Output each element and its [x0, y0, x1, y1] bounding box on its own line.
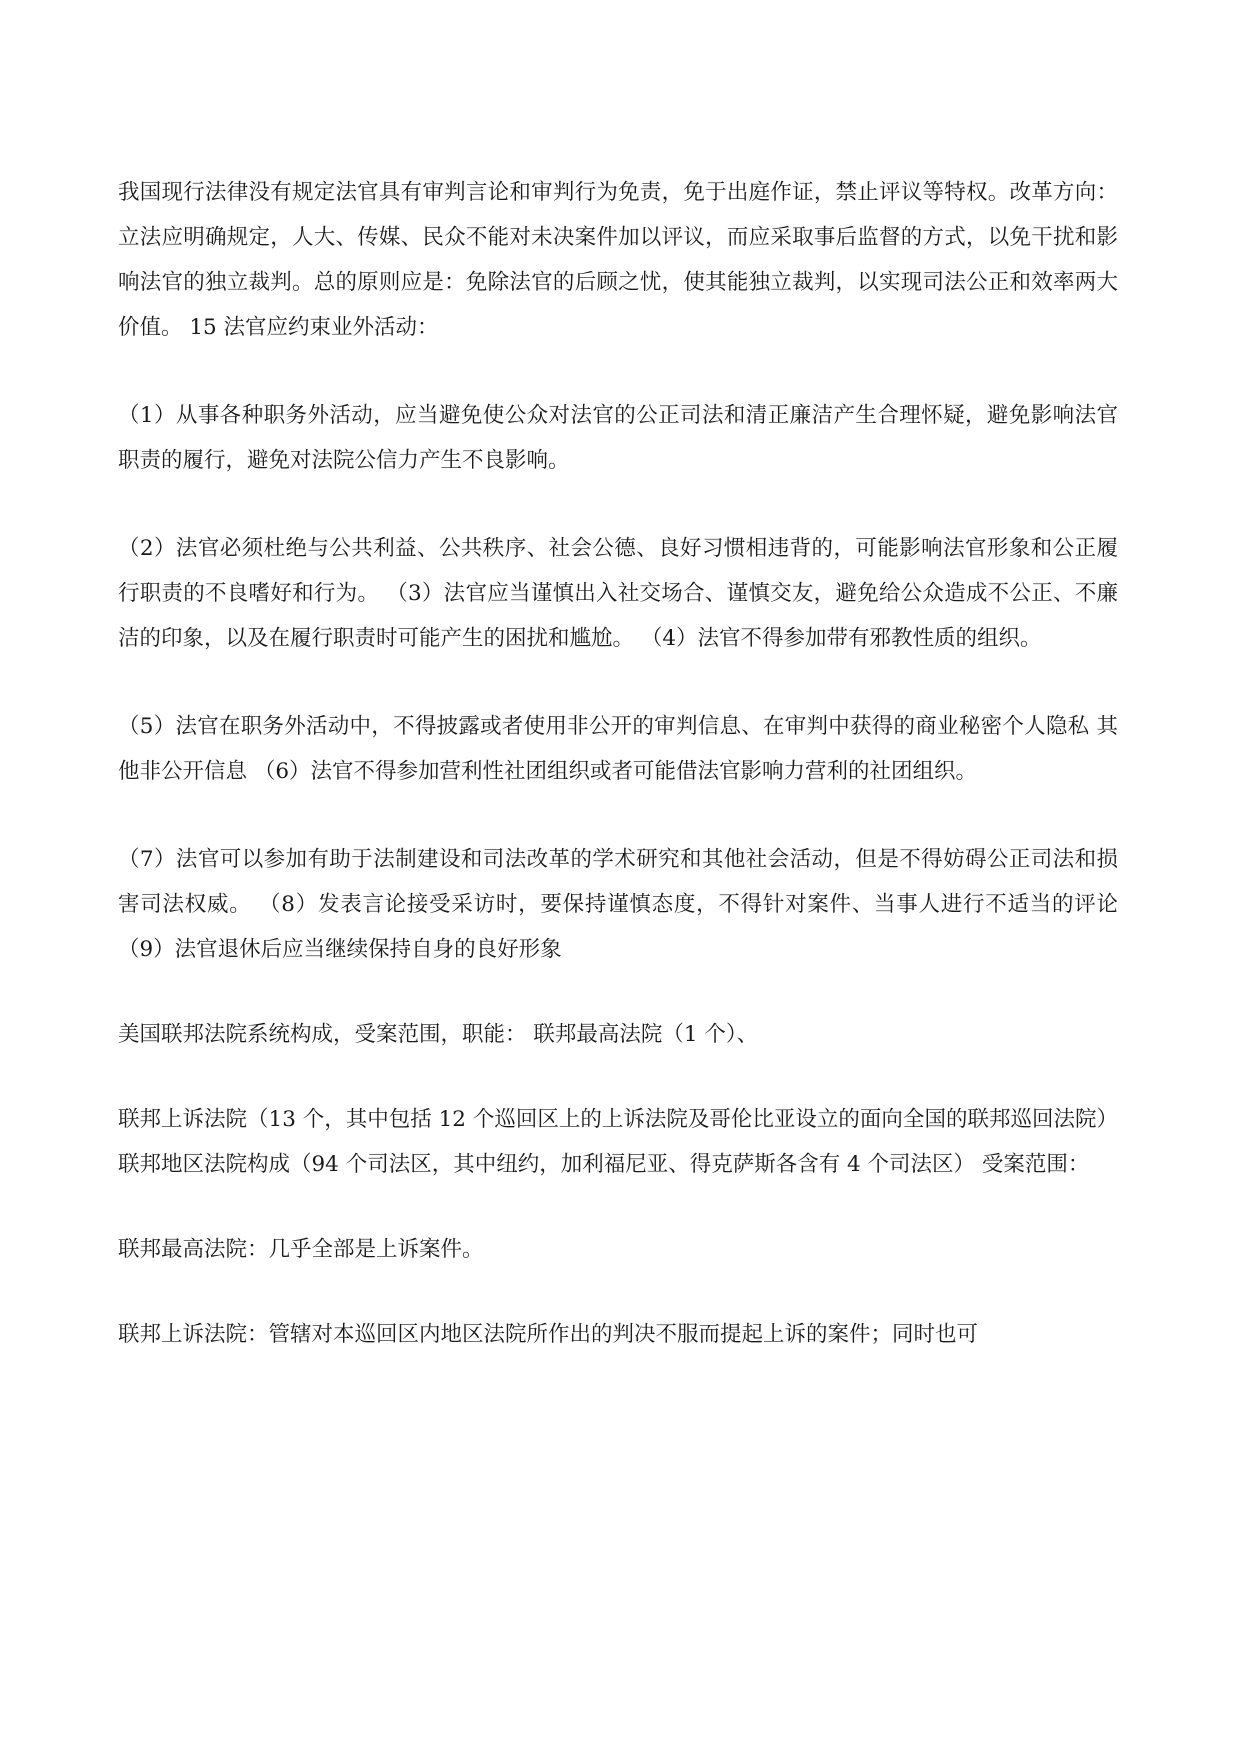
document-body: [118, 170, 1118, 1400]
paragraph-us-federal-courts: 美国联邦法院系统构成，受案范围，职能： 联邦最高法院（1 个）、: [118, 1022, 759, 1047]
paragraph-appeals-courts: 联邦上诉法院（13 个，其中包括 12 个巡回区上的上诉法院及哥伦比亚设立的面向全国的联邦巡回法院） 联邦地区法院构成（94 个司法区，其中纽约，加利福尼亚、得克萨斯各含有 4 个司法区） 受案范围：: [118, 1107, 1118, 1177]
paragraph-judicial-immunity: 我国现行法律没有规定法官具有审判言论和审判行为免责，免于出庭作证，禁止评议等特权。改革方向：立法应明确规定，人大、传媒、民众不能对未决案件加以评议，而应采取事后监督的方式，以免干扰和影响法官的独立裁判。总的原则应是：免除法官的后顾之忧，使其能独立裁判，以实现司法公正和效率两大价值。 15 法官应约束业外活动：: [118, 180, 1118, 340]
paragraph-items-5-6: （5）法官在职务外活动中，不得披露或者使用非公开的审判信息、在审判中获得的商业秘密个人隐私 其他非公开信息 （6）法官不得参加营利性社团组织或者可能借法官影响力营利的社团组织。: [118, 714, 1118, 784]
paragraph-items-7-9: （7）法官可以参加有助于法制建设和司法改革的学术研究和其他社会活动，但是不得妨碍公正司法和损害司法权威。 （8）发表言论接受采访时，要保持谨慎态度，不得针对案件、当事人进行不适当的评论 （9）法官退休后应当继续保持自身的良好形象: [118, 847, 1118, 962]
paragraph-supreme-court-scope: 联邦最高法院：几乎全部是上诉案件。: [118, 1237, 484, 1262]
paragraph-appeals-court-scope: 联邦上诉法院：管辖对本巡回区内地区法院所作出的判决不服而提起上诉的案件；同时也可: [118, 1322, 979, 1347]
paragraph-item-1: （1）从事各种职务外活动，应当避免使公众对法官的公正司法和清正廉洁产生合理怀疑，避免影响法官职责的履行，避免对法院公信力产生不良影响。: [118, 403, 1118, 473]
paragraph-items-2-4: （2）法官必须杜绝与公共利益、公共秩序、社会公德、良好习惯相违背的，可能影响法官形象和公正履行职责的不良嗜好和行为。 （3）法官应当谨慎出入社交场合、谨慎交友，避免给公众造成不公正、不廉洁的印象，以及在履行职责时可能产生的困扰和尴尬。 （4）法官不得参加带有邪教性质的组织。: [118, 536, 1118, 651]
